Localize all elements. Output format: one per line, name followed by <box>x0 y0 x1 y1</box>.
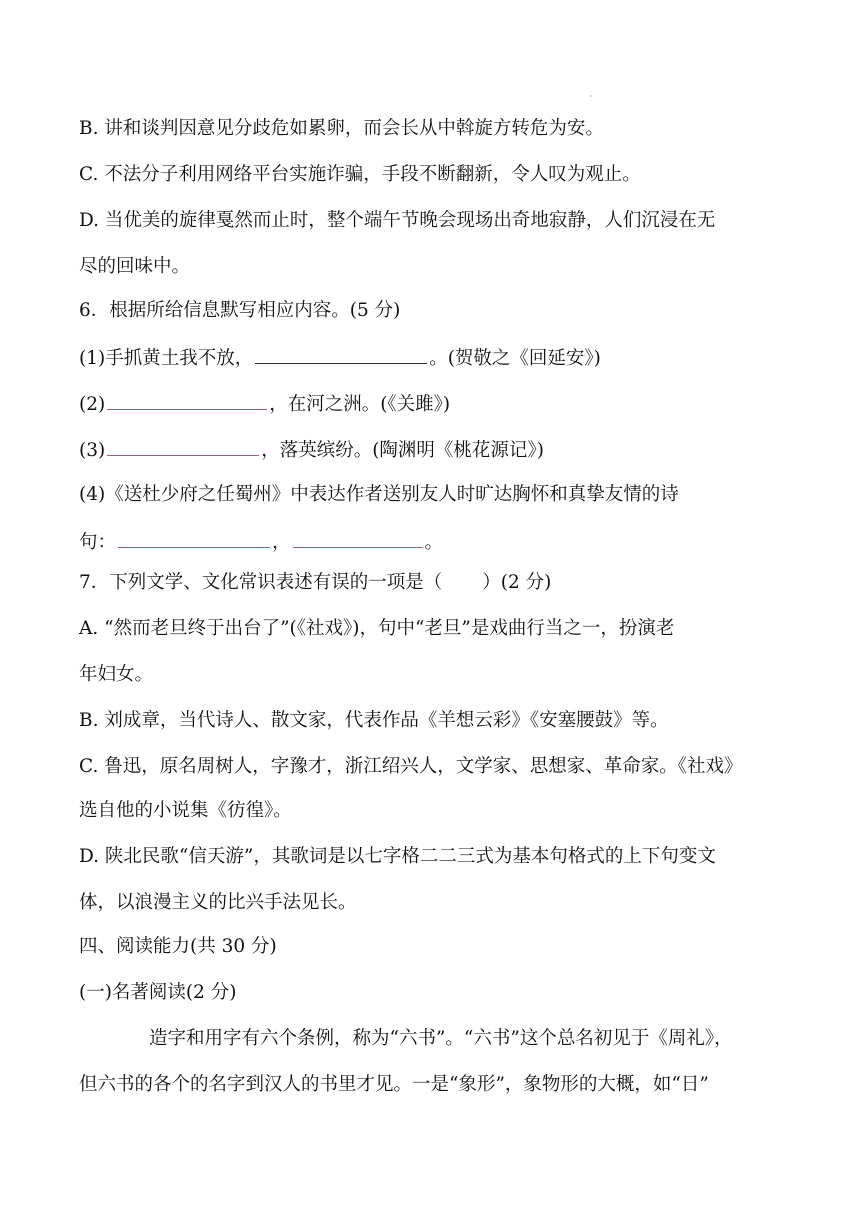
q6-item-2-blank[interactable] <box>107 391 267 410</box>
q6-item-4: (4)《送杜少府之任蜀州》中表达作者送别友人时旷达胸怀和真挚友情的诗 <box>79 484 679 505</box>
q7-heading-prefix: 7．下列文学、文化常识表述有误的一项是（ <box>79 572 443 593</box>
q6-item-2-suffix: ，在河之洲。(《关雎》) <box>269 394 451 415</box>
q6-item-4-separator: ， <box>272 532 291 553</box>
q5-option-b: B. 讲和谈判因意见分歧危如累卵，而会长从中斡旋方转危为安。 <box>79 118 604 139</box>
q6-item-2-prefix: (2) <box>79 394 106 415</box>
q5-option-d: D. 当优美的旋律戛然而止时，整个端午节晚会现场出奇地寂静，人们沉浸在无 <box>79 210 716 231</box>
q6-item-3 <box>79 437 544 463</box>
passage-line-1: 造字和用字有六个条例，称为“六书”。“六书”这个总名初见于《周礼》， <box>149 1028 733 1049</box>
q6-item-1-blank[interactable] <box>255 345 427 364</box>
q6-heading: 6．根据所给信息默写相应内容。(5 分) <box>79 300 401 321</box>
q7-heading-suffix: ）(2 分) <box>482 572 552 593</box>
q7-option-c-cont: 选自他的小说集《彷徨》。 <box>79 800 292 821</box>
q5-option-d-cont: 尽的回味中。 <box>79 256 191 277</box>
q6-item-4-suffix: 。 <box>424 532 444 553</box>
subsection-1-heading: (一)名著阅读(2 分) <box>79 982 237 1003</box>
q6-item-1-prefix: (1)手抓黄土我不放， <box>79 348 254 369</box>
q6-item-3-prefix: (3) <box>79 440 106 461</box>
scan-speck <box>590 95 592 97</box>
q6-item-4-answer <box>79 529 443 555</box>
q5-option-c: C. 不法分子利用网络平台实施诈骗，手段不断翻新，令人叹为观止。 <box>79 164 641 185</box>
q6-item-4-blank-2[interactable] <box>293 529 423 548</box>
q6-item-2 <box>79 391 450 417</box>
passage-line-2: 但六书的各个的名字到汉人的书里才见。一是“象形”，象物形的大概，如“日” <box>79 1074 709 1095</box>
section-4-heading: 四、阅读能力(共 30 分) <box>79 936 277 957</box>
q7-option-b: B. 刘成章，当代诗人、散文家，代表作品《羊想云彩》《安塞腰鼓》等。 <box>79 710 669 731</box>
q6-item-4-prefix: 句： <box>79 532 117 553</box>
q6-item-3-blank[interactable] <box>107 437 259 456</box>
q7-option-d: D. 陕北民歌“信天游”，其歌词是以七字格二二三式为基本句格式的上下句变文 <box>79 846 716 867</box>
q7-option-a-cont: 年妇女。 <box>79 664 154 685</box>
q6-item-1 <box>79 345 601 371</box>
q7-option-d-cont: 体，以浪漫主义的比兴手法见长。 <box>79 892 357 913</box>
q7-option-c: C. 鲁迅，原名周树人，字豫才，浙江绍兴人，文学家、思想家、革命家。《社戏》 <box>79 756 743 777</box>
q6-item-3-suffix: ，落英缤纷。(陶渊明《桃花源记》) <box>261 440 544 461</box>
q7-option-a: A. “然而老旦终于出台了”(《社戏》)，句中“老旦”是戏曲行当之一，扮演老 <box>79 618 675 639</box>
q6-item-1-suffix: 。(贺敬之《回延安》) <box>429 348 601 369</box>
q6-item-4-blank-1[interactable] <box>118 529 270 548</box>
q7-heading <box>79 571 551 595</box>
